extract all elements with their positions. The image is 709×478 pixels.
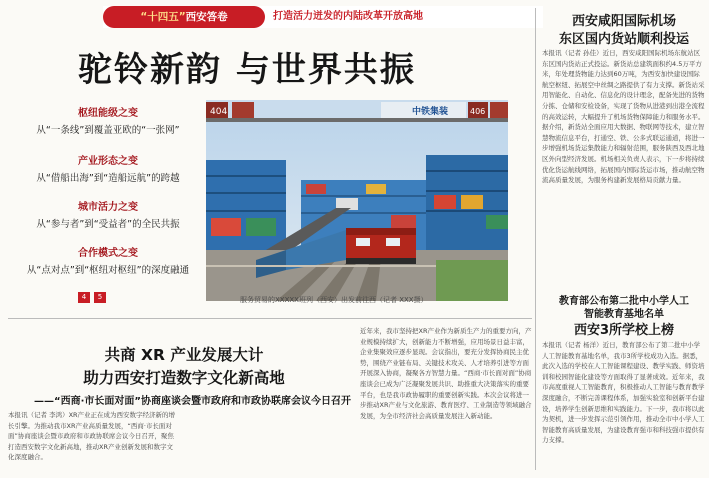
- airport-article-title: 东区国内货站顺利投运: [558, 32, 689, 47]
- page-markers: [78, 284, 110, 301]
- banner-pill-text: 西安答卷: [185, 11, 228, 23]
- airport-article-body: 本报讯（记者 孙佳）近日，西安咸阳国际机场东航站区东区国内货站正式投运。新货站总建筑面积约4.5万平方米，年处理货物能力达到60万吨，为西安加快建设国际航空枢纽、拓展空中丝绸之路提供了有力支撑。新货站采用智能化、自动化、信息化的设计理念，配备先进的货物分拣、仓储和安检设备，实现了货物从进港到出港全流程的高效运转，大幅提升了机场货物保障能力和服务水平。据介绍，新货站全面应用大数据、物联网等技术，建立智慧物流信息平台，打通空、铁、公多式联运通道，将进一步增强机场货运集散能力和辐射范围，服务陕西及西北地区外向型经济发展。机场相关负责人表示，下一步将持续优化货运航线网络，拓展国内国际货运市场，推动航空物流高质量发展，为服务构建新发展格局贡献力量。: [542, 49, 705, 185]
- photo-caption: 服务贸易的XXXXX班列（西安）出发前往西（记者 XXX摄）: [240, 296, 428, 304]
- change-line: 从“一条线”到覆盖亚欧的“一张网”: [36, 125, 180, 136]
- column-divider: [535, 8, 536, 470]
- xr-article-body: 本报讯（记者 李鸿）XR产业正在成为西安数字经济新的增长引擎。为推动我市XR产业高质量发展，“西商·市长面对面”协商座谈会暨市政府和市政协联席会议今日召开，聚焦打造西安数字文化新高地，推动XR产业创新发展和数字文化深度融合。: [8, 411, 176, 462]
- xr-article-subtitle: ——“西商·市长面对面”协商座谈会暨市政府和市政协联席会议今日召开: [34, 396, 351, 407]
- xr-article-title: 助力西安打造数字文化新高地: [83, 369, 285, 387]
- change-heading: 产业形态之变: [78, 156, 138, 167]
- change-line: 从“借船出海”到“造船远航”的跨越: [36, 173, 180, 184]
- section-divider: [8, 318, 532, 319]
- page-marker: 4: [78, 292, 90, 303]
- change-line: 从“参与者”到“受益者”的全民共振: [36, 219, 180, 230]
- sign-number: 406: [470, 107, 486, 116]
- change-item: [10, 198, 206, 230]
- banner-pill: [103, 6, 265, 28]
- xr-article-body: [184, 410, 354, 474]
- changes-list: [10, 104, 206, 304]
- page-marker: 5: [94, 292, 106, 303]
- section-banner: [103, 6, 543, 28]
- school-article-title: 智能教育基地名单: [584, 309, 664, 320]
- school-article-title: 教育部公布第二批中小学人工: [559, 296, 689, 307]
- xr-article-title: 共商 XR 产业发展大计: [104, 346, 264, 364]
- airport-article-title: 西安咸阳国际机场: [571, 14, 676, 29]
- change-heading: 合作模式之变: [78, 248, 138, 259]
- train-yard-illustration: [206, 100, 508, 301]
- main-headline: 驼铃新韵 与世界共振: [78, 50, 416, 90]
- xr-article-body: 近年来，我市坚持把XR产业作为新质生产力的重要方向，产业规模持续扩大，创新能力不断增强，应用场景日益丰富，企业集聚效应逐步显现。会议指出，要充分发挥协商民主优势，围绕产业链布局、关键技术攻关、人才培养引进等方面开展深入协商，凝聚各方智慧力量。“西商·市长面对面”协商座谈会已成为广泛凝聚发展共识、助推重大决策落实的重要平台，也是我市政协履职的重要创新实践。本次会议将进一步推动XR产业与文化旅游、教育医疗、工业制造等领域融合发展，为全市经济社会高质量发展注入新动能。: [360, 327, 532, 420]
- school-article-title: 西安3所学校上榜: [573, 323, 675, 338]
- change-line: 从“点对点”到“枢纽对枢纽”的深度融通: [26, 265, 190, 276]
- freight-train-photo: [206, 100, 508, 301]
- change-item: [10, 244, 206, 276]
- school-article-body: 本报讯（记者 杨洋）近日，教育部公布了第二批中小学人工智能教育基地名单，我市3所学校成功入选。据悉，此次入选的学校在人工智能课程建设、教学实践、师资培训和校园智能化建设等方面取得了显著成效。近年来，我市高度重视人工智能教育，积极推动人工智能与教育教学深度融合，不断完善课程体系，加强实验室和创新平台建设，培养学生创新思维和实践能力。下一步，我市将以此为契机，进一步发挥示范引领作用，推动全市中小学人工智能教育高质量发展，为建设教育强市和科技强市提供有力支撑。: [542, 341, 705, 445]
- change-item: [10, 152, 206, 184]
- banner-pill-quote: “十四五”: [140, 11, 186, 23]
- banner-subtitle: 打造活力迸发的内陆改革开放高地: [273, 11, 423, 22]
- sign-number: 404: [210, 107, 228, 117]
- change-item: [10, 104, 206, 136]
- sign-brand: 中铁集装: [412, 107, 449, 117]
- change-heading: 枢纽能级之变: [78, 108, 138, 119]
- change-heading: 城市活力之变: [78, 202, 138, 213]
